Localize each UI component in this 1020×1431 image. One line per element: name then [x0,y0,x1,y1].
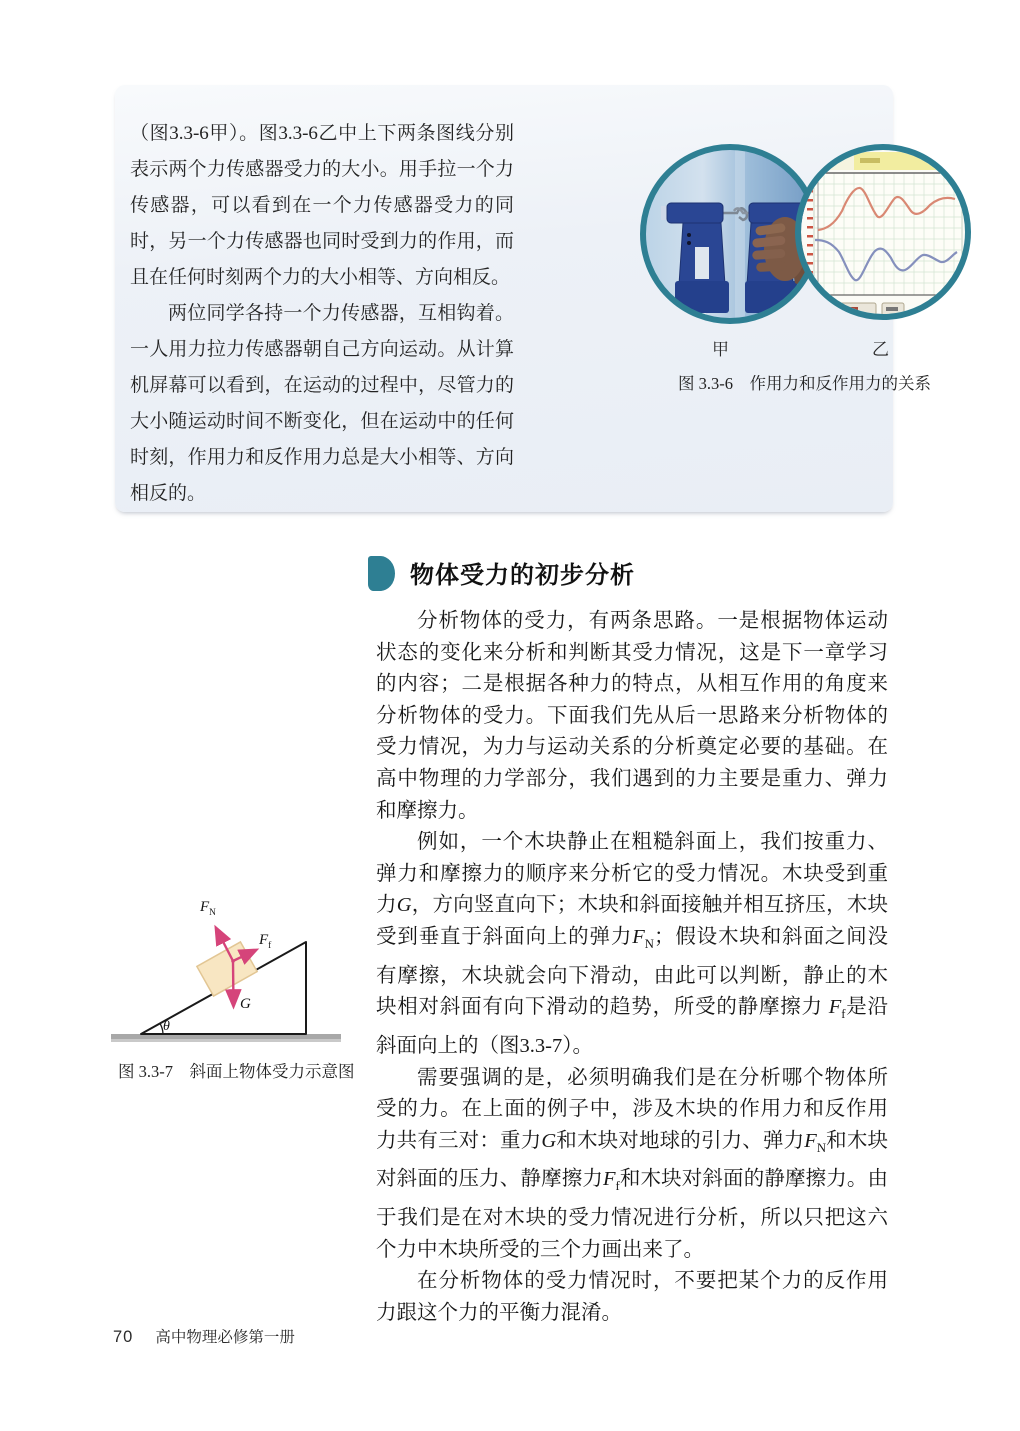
figure-caption: 图 3.3-6 作用力和反作用力的关系 [678,374,931,393]
page-number: 70 [113,1328,134,1346]
paragraph: 分析物体的受力，有两条思路。一是根据物体运动状态的变化来分析和判断其受力情况，这是下一章学习的内容；二是根据各种力的特点，从相互作用的角度来分析物体的受力。下面我们先从后一思路来分析物体的受力情况，为力与运动关系的分析奠定必要的基础。在高中物理的力学部分，我们遇到的力主要是重力、弹力和摩擦力。 [376,610,888,822]
body-text [376,606,888,1329]
gravity-label: G [240,996,251,1012]
normal-force-label: $F_N$ [200,899,216,918]
paragraph: 例如，一个木块静止在粗糙斜面上，我们按重力、弹力和摩擦力的顺序来分析它的受力情况。木块受到重力G，方向竖直向下；木块和斜面接触并相互挤压，木块受到垂直于斜面向上的弹力$F_N$；假设木块和斜面之间没有摩擦，木块就会向下滑动，由此可以判断，静止的木块相对斜面有向下滑动的趋势，所受的静摩擦力 $F_f$是沿斜面向上的（图3.3-7）。 [376,831,889,1057]
experiment-info-box [115,85,931,512]
page-footer [113,1325,295,1347]
figure-label-left: 甲 [712,340,729,359]
info-box-text [130,116,514,512]
paragraph: 需要强调的是，必须明确我们是在分析哪个物体所受的力。在上面的例子中，涉及木块的作用力和反作用力共有三对：重力G和木块对地球的引力、弹力$F_N$和木块对斜面的压力、静摩擦力$F_f$和木块对斜面的静摩擦力。由于我们是在对木块的受力情况进行分析，所以只把这六个力中木块所受的三个力画出来了。 [376,1066,889,1261]
book-title: 高中物理必修第一册 [155,1329,295,1346]
friction-force-label: $F_f$ [259,932,272,951]
paragraph: 在分析物体的受力情况时，不要把某个力的反作用力跟这个力的平衡力混淆。 [376,1270,888,1324]
paragraph: （图3.3-6甲）。图3.3-6乙中上下两条图线分别表示两个力传感器受力的大小。用手拉一个力传感器，可以看到在一个力传感器受力的同时，另一个力传感器也同时受到力的作用，而且在任何时刻两个力的大小相等、方向相反。 [130,123,514,288]
force-graph-screenshot-illustration [794,143,972,321]
section-bullet-icon [368,556,395,591]
figure-label-right: 乙 [872,340,889,359]
incline-force-diagram [103,888,343,1050]
diagram-caption: 图 3.3-7 斜面上物体受力示意图 [118,1062,355,1081]
paragraph: 两位同学各持一个力传感器，互相钩着。一人用力拉力传感器朝自己方向运动。从计算机屏幕可以看到，在运动的过程中，尽管力的大小随运动时间不断变化，但在运动中的任何时刻，作用力和反作用力总是大小相等、方向相反的。 [130,303,514,504]
angle-label: θ [163,1019,170,1034]
section-title: 物体受力的初步分析 [410,562,635,589]
figure-3-3-6 [515,85,931,512]
